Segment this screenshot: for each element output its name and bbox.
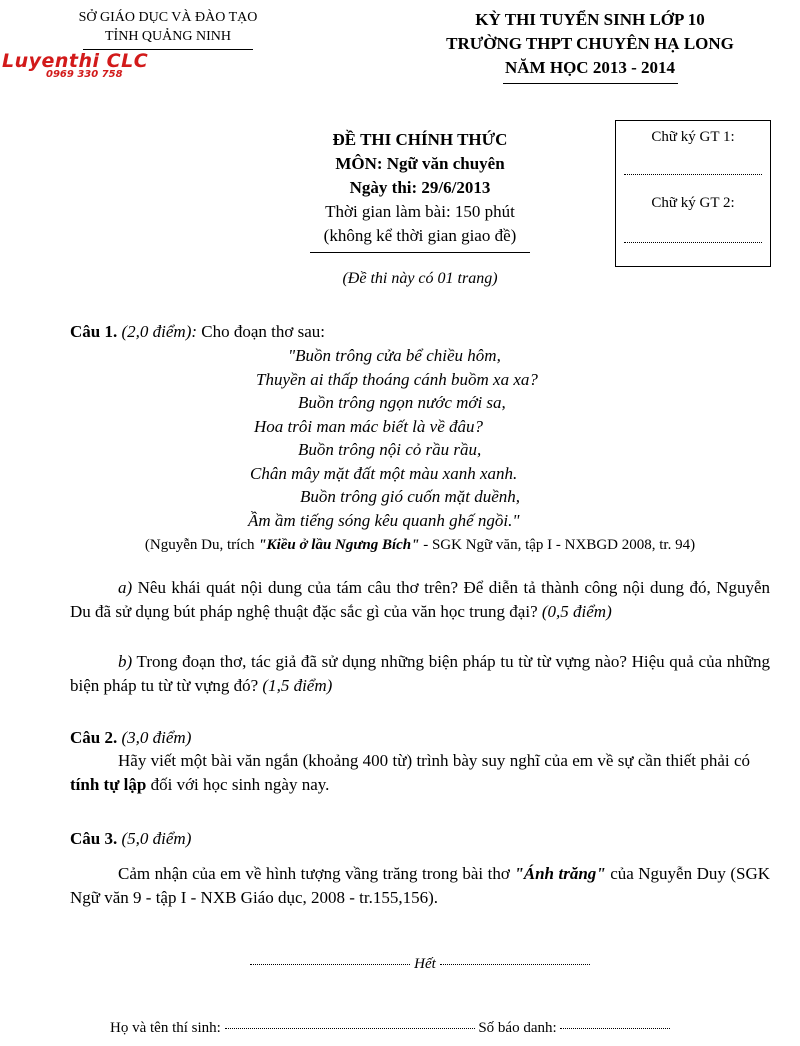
candidate-name-line <box>225 1028 475 1029</box>
candidate-name-label: Họ và tên thí sinh: <box>110 1020 221 1036</box>
poem <box>150 344 670 532</box>
official-block <box>270 128 570 253</box>
question-1b-label: b) <box>118 652 133 671</box>
question-1-heading <box>70 320 770 344</box>
question-3-body <box>70 862 770 910</box>
question-1b-points: (1,5 điểm) <box>262 676 333 695</box>
subject: MÔN: Ngữ văn chuyên <box>335 154 505 173</box>
question-3-text-after: của Nguyễn Duy (SGK Ngữ văn 9 - tập I - NXB Giáo dục, 2008 - tr.155,156). <box>70 864 771 907</box>
question-1-intro: Cho đoạn thơ sau: <box>201 322 325 341</box>
signature-label-2: Chữ ký GT 2: <box>651 195 735 211</box>
question-3-label: Câu 3. <box>70 829 118 848</box>
question-2-points: (3,0 điểm) <box>121 728 192 747</box>
end-dots-right <box>440 964 590 965</box>
watermark <box>2 50 148 80</box>
poem-line: Buồn trông ngọn nước mới sa, <box>298 393 506 412</box>
question-1-points: (2,0 điểm): <box>121 322 198 341</box>
exam-name: KỲ THI TUYỂN SINH LỚP 10 <box>475 10 705 29</box>
question-1a <box>70 576 770 624</box>
duration: Thời gian làm bài: 150 phút <box>325 202 515 221</box>
poem-line: Chân mây mặt đất một màu xanh xanh. <box>250 463 518 483</box>
question-1a-text: Nêu khái quát nội dung của tám câu thơ trên? Để diễn tả thành công nội dung đó, Nguyễn Du đã sử dụng bút pháp nghệ thuật đặc sắc gì của văn học trung đại? <box>70 578 771 621</box>
watermark-name: Luyenthi CLC <box>2 50 149 72</box>
candidate-number-label: Số báo danh: <box>478 1020 557 1036</box>
candidate-number-line <box>560 1028 670 1029</box>
poem-line: Ầm ầm tiếng sóng kêu quanh ghế ngồi." <box>248 510 520 530</box>
question-1b-text: Trong đoạn thơ, tác giả đã sử dụng những biện pháp tu từ từ vựng nào? Hiệu quả của những biện pháp tu từ từ vựng đó? <box>70 652 770 695</box>
question-1a-points: (0,5 điểm) <box>541 602 612 621</box>
signature-line-1 <box>624 173 762 175</box>
question-1-label: Câu 1. <box>70 322 118 341</box>
poem-line: Buồn trông gió cuốn mặt duềnh, <box>300 487 521 506</box>
school-name: TRƯỜNG THPT CHUYÊN HẠ LONG <box>446 34 734 53</box>
signature-label-1: Chữ ký GT 1: <box>651 129 735 145</box>
question-3-points: (5,0 điểm) <box>121 829 192 848</box>
end-text: Hết <box>414 956 436 972</box>
question-2-heading <box>70 726 770 750</box>
question-2-body <box>70 749 750 797</box>
candidate-info <box>110 1020 770 1037</box>
province-name: TỈNH QUẢNG NINH <box>105 29 231 44</box>
duration-note: (không kể thời gian giao đề) <box>323 226 517 245</box>
exam-date: Ngày thi: 29/6/2013 <box>349 178 491 197</box>
question-3-heading <box>70 827 770 851</box>
source-suffix: - SGK Ngữ văn, tập I - NXBGD 2008, tr. 94) <box>423 537 696 553</box>
source-title: "Kiều ở lầu Ngưng Bích" <box>258 537 420 553</box>
department-name: SỞ GIÁO DỤC VÀ ĐÀO TẠO <box>78 10 258 25</box>
question-2-text-before: Hãy viết một bài văn ngắn (khoảng 400 từ) trình bày suy nghĩ của em về sự cần thiết phải có <box>118 751 750 770</box>
poem-source <box>70 537 770 554</box>
official-rule <box>310 252 530 253</box>
signature-box <box>615 120 771 267</box>
question-3-title: "Ánh trăng" <box>514 864 606 883</box>
question-1a-label: a) <box>118 578 133 597</box>
header-right-rule <box>503 83 678 84</box>
header-left <box>48 8 288 50</box>
school-year: NĂM HỌC 2013 - 2014 <box>505 58 675 77</box>
watermark-phone: 0969 330 758 <box>46 69 123 80</box>
poem-line: Hoa trôi man mác biết là về đâu? <box>254 416 483 436</box>
question-2-text-after: đối với học sinh ngày nay. <box>150 775 330 794</box>
question-3-text-before: Cảm nhận của em về hình tượng vầng trăng trong bài thơ <box>118 864 510 883</box>
question-2-label: Câu 2. <box>70 728 118 747</box>
pages-note: (Đề thi này có 01 trang) <box>342 270 498 287</box>
question-1b <box>70 650 770 698</box>
poem-line: Thuyền ai thấp thoáng cánh buồm xa xa? <box>256 369 538 389</box>
source-prefix: (Nguyễn Du, trích <box>144 537 255 553</box>
end-marker <box>240 956 600 973</box>
signature-line-2 <box>624 241 762 243</box>
end-dots-left <box>250 964 410 965</box>
header-right <box>395 8 785 84</box>
question-2-text-bold: tính tự lập <box>70 775 147 794</box>
official-title: ĐỀ THI CHÍNH THỨC <box>332 130 508 149</box>
poem-line: Buồn trông nội cỏ rầu rầu, <box>298 440 482 459</box>
poem-line: "Buồn trông cửa bể chiều hôm, <box>288 346 501 365</box>
